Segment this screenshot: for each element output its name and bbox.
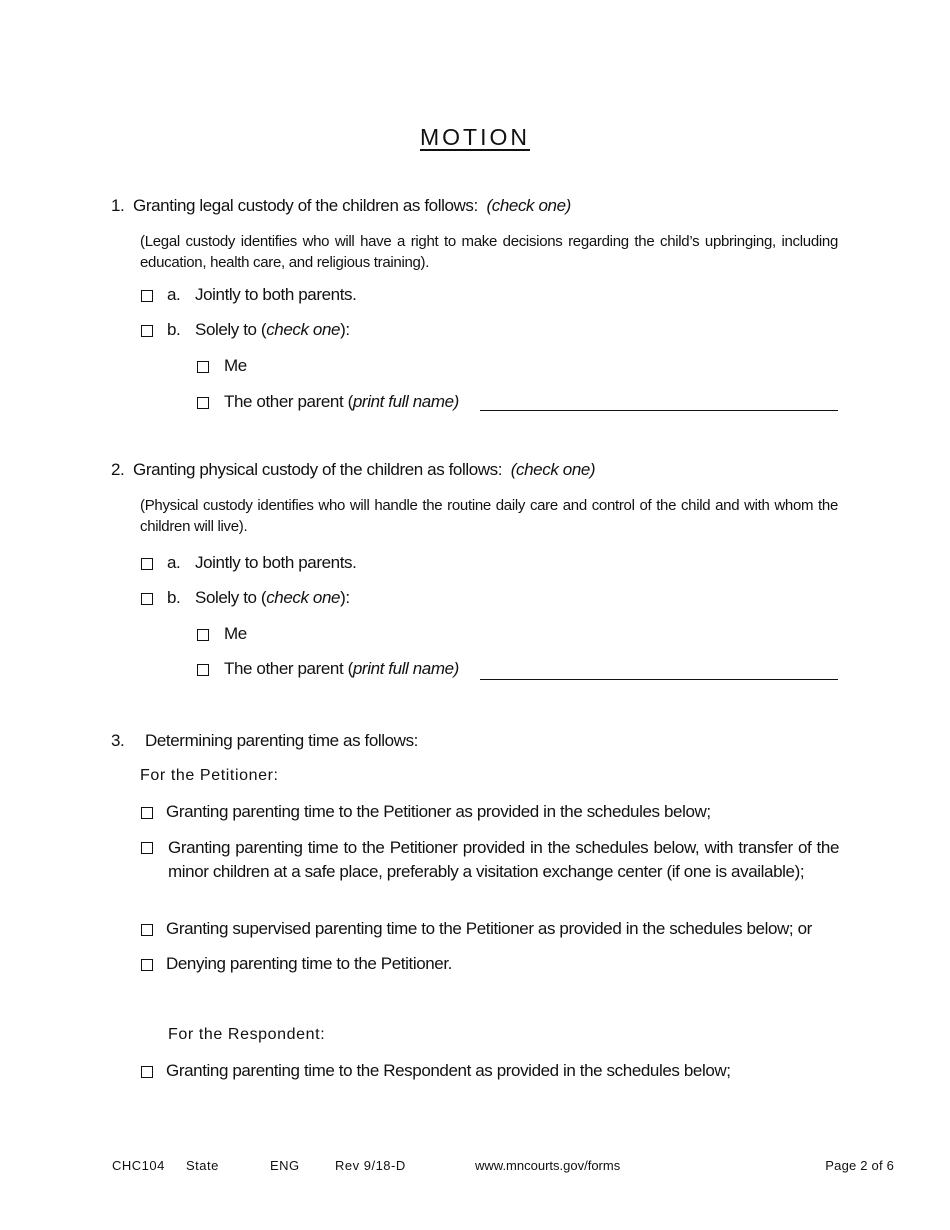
section-heading-note: (check one) (510, 460, 596, 479)
footer-url[interactable]: www.mncourts.gov/forms (475, 1158, 621, 1173)
footer-page-number: Page 2 of 6 (825, 1158, 894, 1173)
petitioner-option-2-checkbox[interactable] (141, 842, 153, 854)
legal-custody-other-parent-checkbox[interactable] (197, 397, 209, 409)
section-heading-note: (check one) (486, 196, 571, 215)
section-heading-text: Determining parenting time as follows: (145, 731, 418, 750)
footer-jurisdiction: State (186, 1158, 219, 1173)
section-2-heading (111, 460, 595, 480)
option-letter: a. (167, 553, 181, 572)
respondent-option-1-text: Granting parenting time to the Respondent as provided in the schedules below; (166, 1061, 731, 1080)
legal-custody-me-label: Me (224, 356, 247, 375)
legal-custody-other-parent-name-field[interactable] (480, 410, 838, 411)
legal-custody-solely-option (167, 320, 350, 340)
section-number: 2. (111, 460, 125, 479)
legal-custody-jointly-checkbox[interactable] (141, 290, 153, 302)
option-text: Jointly to both parents. (195, 285, 357, 304)
option-letter: b. (167, 588, 181, 607)
respondent-label: For the Respondent: (168, 1026, 326, 1043)
section-number: 3. (111, 731, 125, 750)
physical-custody-solely-checkbox[interactable] (141, 593, 153, 605)
petitioner-option-1-text: Granting parenting time to the Petitioner as provided in the schedules below; (166, 802, 711, 821)
petitioner-option-3-text: Granting supervised parenting time to the Petitioner as provided in the schedules below; or (166, 919, 812, 938)
petitioner-option-1-checkbox[interactable] (141, 807, 153, 819)
petitioner-label: For the Petitioner: (140, 767, 279, 784)
option-text: Solely to (check one): (195, 588, 350, 607)
section-heading-text: Granting physical custody of the children as follows: (133, 460, 503, 479)
petitioner-option-4-checkbox[interactable] (141, 959, 153, 971)
physical-custody-me-label: Me (224, 624, 247, 643)
legal-custody-jointly-option (167, 285, 357, 305)
physical-custody-other-parent-name-field[interactable] (480, 679, 838, 680)
physical-custody-other-parent-label: The other parent (print full name) (224, 659, 459, 678)
footer-revision: Rev 9/18-D (335, 1158, 406, 1173)
page-title: MOTION (420, 124, 530, 150)
option-letter: a. (167, 285, 181, 304)
petitioner-option-3-checkbox[interactable] (141, 924, 153, 936)
section-2-description: (Physical custody identifies who will handle the routine daily care and control of the child and with whom the children will live). (140, 497, 838, 535)
legal-custody-me-checkbox[interactable] (197, 361, 209, 373)
footer-form-id: CHC104 (112, 1158, 165, 1173)
respondent-option-1-checkbox[interactable] (141, 1066, 153, 1078)
section-1-heading (111, 196, 571, 216)
physical-custody-jointly-checkbox[interactable] (141, 558, 153, 570)
section-3-heading (111, 731, 418, 751)
physical-custody-jointly-option (167, 553, 357, 573)
physical-custody-solely-option (167, 588, 350, 608)
option-text: Solely to (check one): (195, 320, 350, 339)
legal-custody-solely-checkbox[interactable] (141, 325, 153, 337)
section-1-description: (Legal custody identifies who will have a right to make decisions regarding the child’s upbringing, including education, health care, and religious training). (140, 233, 838, 271)
petitioner-option-2-text: Granting parenting time to the Petitioner provided in the schedules below, with transfer of the minor children at a safe place, preferably a visitation exchange center (if one is available); (168, 838, 839, 881)
option-letter: b. (167, 320, 181, 339)
section-number: 1. (111, 196, 125, 215)
footer-language: ENG (270, 1158, 300, 1173)
legal-custody-other-parent-label: The other parent (print full name) (224, 392, 459, 411)
physical-custody-me-checkbox[interactable] (197, 629, 209, 641)
option-text: Jointly to both parents. (195, 553, 357, 572)
petitioner-option-4-text: Denying parenting time to the Petitioner. (166, 954, 453, 973)
physical-custody-other-parent-checkbox[interactable] (197, 664, 209, 676)
section-heading-text: Granting legal custody of the children as follows: (133, 196, 478, 215)
